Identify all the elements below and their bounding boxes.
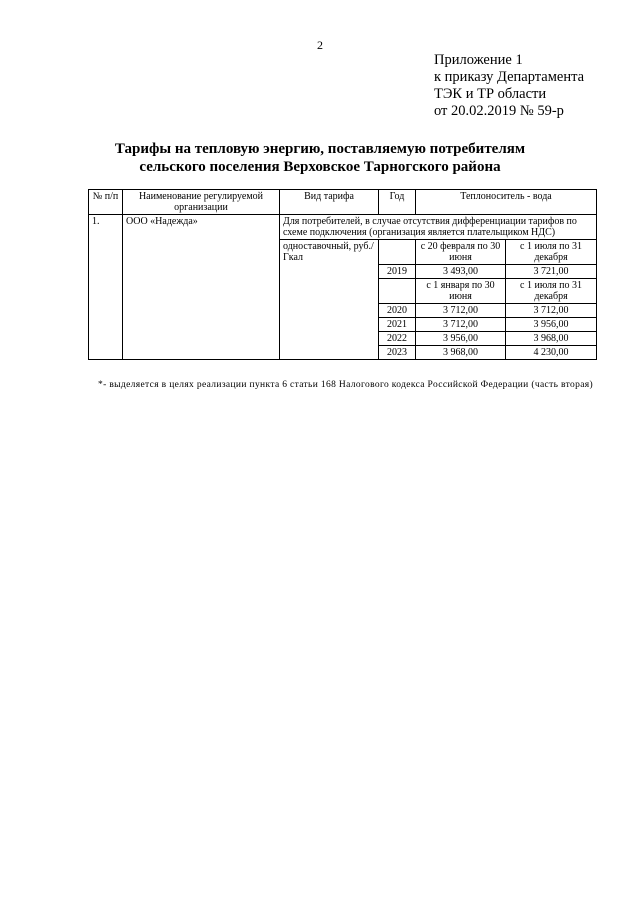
year-cell: 2019 — [379, 265, 416, 279]
appendix-line-1: Приложение 1 — [434, 52, 523, 68]
header-org: Наименование регулируемой организации — [123, 190, 280, 215]
value-cell: 3 712,00 — [506, 304, 597, 318]
year-cell: 2023 — [379, 346, 416, 360]
value-cell: 3 712,00 — [416, 304, 506, 318]
appendix-line-4: от 20.02.2019 № 59-р — [434, 103, 564, 119]
value-cell: 3 968,00 — [416, 346, 506, 360]
group-note: Для потребителей, в случае отсутствия дифференциации тарифов по схеме подключения (организация является плательщиком НДС) — [280, 215, 597, 240]
value-cell: 3 712,00 — [416, 318, 506, 332]
header-carrier: Теплоноситель - вода — [416, 190, 597, 215]
header-tariff-type: Вид тарифа — [280, 190, 379, 215]
page-number: 2 — [317, 38, 323, 52]
year-cell: 2021 — [379, 318, 416, 332]
value-cell: 3 956,00 — [506, 318, 597, 332]
value-cell: 4 230,00 — [506, 346, 597, 360]
appendix-reference — [434, 52, 584, 120]
header-num: № п/п — [89, 190, 123, 215]
footnote: *- выделяется в целях реализации пункта 6 статьи 168 Налогового кодекса Российской Федерации (часть вторая) — [98, 380, 593, 390]
year-cell: 2020 — [379, 304, 416, 318]
value-cell: 3 493,00 — [416, 265, 506, 279]
tariff-label: одноставочный, руб./Гкал — [280, 240, 379, 360]
period-b-cell: с 1 июля по 31 декабря — [506, 240, 597, 265]
table-header-row — [89, 190, 597, 215]
period-b-cell: с 1 июля по 31 декабря — [506, 279, 597, 304]
table-row — [89, 215, 597, 240]
tariff-table — [88, 189, 597, 360]
header-year: Год — [379, 190, 416, 215]
period-a-cell: с 1 января по 30 июня — [416, 279, 506, 304]
period-a-cell: с 20 февраля по 30 июня — [416, 240, 506, 265]
appendix-line-2: к приказу Департамента — [434, 69, 585, 85]
title-line-1: Тарифы на тепловую энергию, поставляемую потребителям — [114, 141, 526, 157]
value-cell: 3 968,00 — [506, 332, 597, 346]
row-number: 1. — [89, 215, 123, 360]
year-cell: 2022 — [379, 332, 416, 346]
year-cell-empty — [379, 240, 416, 265]
value-cell: 3 721,00 — [506, 265, 597, 279]
title-line-2: сельского поселения Верховское Тарногского района — [139, 159, 501, 175]
document-title — [0, 140, 640, 176]
year-cell-empty — [379, 279, 416, 304]
value-cell: 3 956,00 — [416, 332, 506, 346]
org-name: ООО «Надежда» — [123, 215, 280, 360]
appendix-line-3: ТЭК и ТР области — [434, 86, 547, 102]
